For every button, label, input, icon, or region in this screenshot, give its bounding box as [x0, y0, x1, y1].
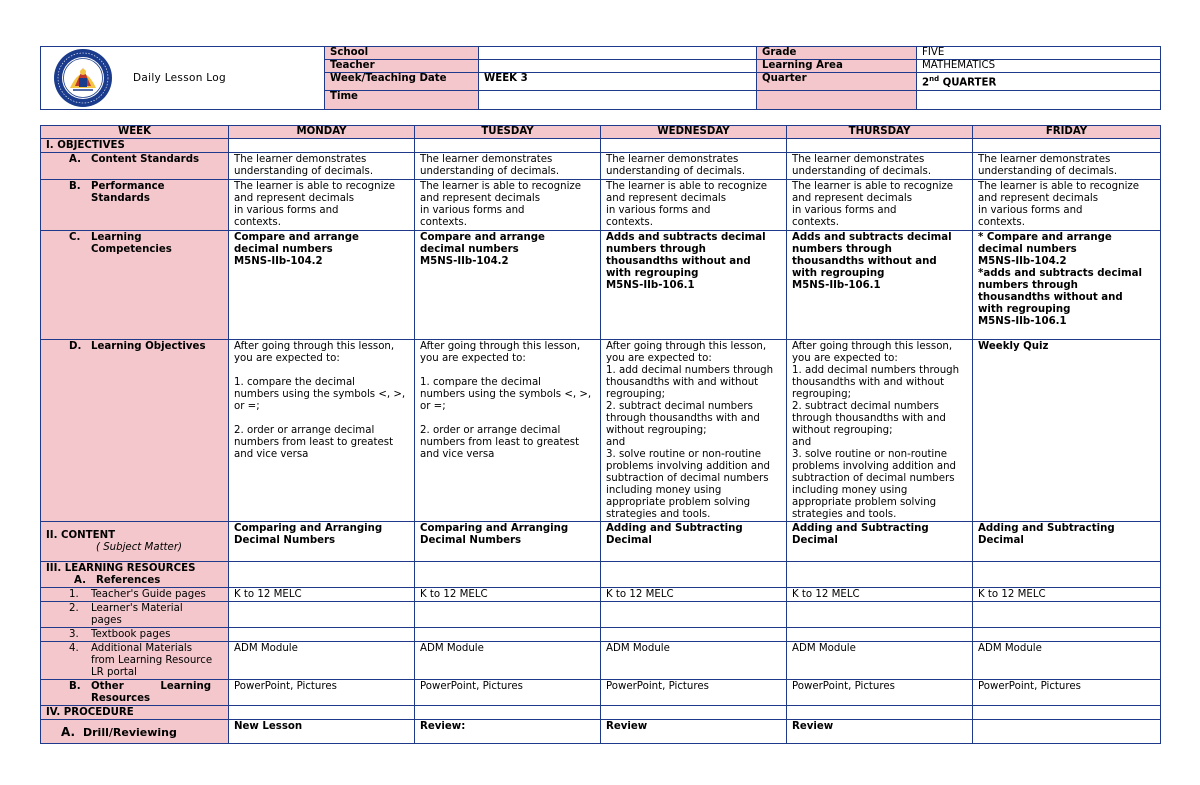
content-heading: II. CONTENT — [46, 530, 116, 541]
cell-wed[interactable]: After going through this lesson, you are expected to: 1. add decimal numbers through thousandths with and without regrouping; 2. subtract decimal numbers through thousandths with and without regrouping; and 3. solve routine or non-routine problems involving addition and subtraction of decimal numbers including money using appropriate problem solving strategies and tools. — [601, 340, 787, 522]
label-num: D. — [69, 341, 82, 352]
label-num: A. — [61, 724, 76, 739]
label-num: 3. — [69, 629, 79, 640]
table-cell[interactable] — [973, 562, 1161, 588]
learning-resources-row — [41, 562, 1161, 588]
learning-resources-label — [41, 562, 229, 588]
header-table — [40, 46, 1161, 110]
label-text: Additional Materials from Learning Resource LR portal — [91, 643, 213, 678]
label-text: Learning Objectives — [91, 341, 206, 352]
grade-field[interactable]: FIVE — [917, 47, 1161, 60]
label-num: 1. — [69, 589, 79, 600]
table-cell[interactable] — [229, 139, 415, 153]
lesson-log-table — [40, 125, 1161, 744]
week-field[interactable]: WEEK 3 — [479, 73, 757, 91]
cell-wed[interactable]: K to 12 MELC — [601, 588, 787, 602]
learners-material-row — [41, 602, 1161, 628]
cell-fri[interactable]: PowerPoint, Pictures — [973, 680, 1161, 706]
col-monday: MONDAY — [229, 126, 415, 139]
content-label — [41, 522, 229, 562]
table-cell[interactable] — [601, 628, 787, 642]
deped-seal-icon — [53, 48, 113, 108]
cell-tue[interactable]: Review: — [415, 720, 601, 744]
learning-area-field[interactable]: MATHEMATICS — [917, 60, 1161, 73]
table-cell[interactable] — [415, 706, 601, 720]
school-field[interactable] — [479, 47, 757, 60]
table-cell[interactable] — [973, 706, 1161, 720]
table-cell[interactable] — [415, 602, 601, 628]
label-text: Learning Competencies — [91, 232, 172, 255]
table-cell[interactable] — [601, 562, 787, 588]
col-thursday: THURSDAY — [787, 126, 973, 139]
content-standards-label — [41, 153, 229, 180]
cell-mon[interactable]: The learner is able to recognize and represent decimals in various forms and contexts. — [229, 180, 415, 231]
content-row — [41, 522, 1161, 562]
table-cell[interactable] — [787, 602, 973, 628]
table-cell[interactable] — [229, 562, 415, 588]
grade-label: Grade — [757, 47, 917, 60]
label-text: Performance Standards — [91, 181, 165, 204]
label-num: 2. — [69, 603, 79, 614]
cell-thu[interactable]: Adds and subtracts decimal numbers through thousandths without and with regrouping M5NS-IIb-106.1 — [787, 231, 973, 340]
table-cell[interactable] — [415, 562, 601, 588]
cell-mon[interactable]: New Lesson — [229, 720, 415, 744]
learning-competencies-row — [41, 231, 1161, 340]
other-resources-label — [41, 680, 229, 706]
cell-thu[interactable]: K to 12 MELC — [787, 588, 973, 602]
cell-wed[interactable]: Review — [601, 720, 787, 744]
cell-tue[interactable]: Compare and arrange decimal numbers M5NS-IIb-104.2 — [415, 231, 601, 340]
quarter-sup: nd — [929, 75, 940, 84]
label-text: Teacher's Guide pages — [91, 589, 206, 600]
cell-wed[interactable]: The learner demonstrates understanding of decimals. — [601, 153, 787, 180]
cell-mon[interactable]: K to 12 MELC — [229, 588, 415, 602]
time-label: Time — [325, 90, 479, 109]
header-logo-cell — [41, 47, 325, 110]
cell-wed[interactable]: ADM Module — [601, 642, 787, 680]
label-text-b: Learning — [160, 681, 211, 692]
additional-materials-row — [41, 642, 1161, 680]
cell-tue[interactable]: The learner is able to recognize and represent decimals in various forms and contexts. — [415, 180, 601, 231]
content-standards-row — [41, 153, 1161, 180]
drill-row — [41, 720, 1161, 744]
teachers-guide-label — [41, 588, 229, 602]
learning-objectives-label — [41, 340, 229, 522]
cell-wed[interactable]: The learner is able to recognize and represent decimals in various forms and contexts. — [601, 180, 787, 231]
cell-thu[interactable]: Adding and Subtracting Decimal — [787, 522, 973, 562]
cell-fri[interactable]: * Compare and arrange decimal numbers M5NS-IIb-104.2 *adds and subtracts decimal numbers through thousandths without and with regrouping M5NS-IIb-106.1 — [973, 231, 1161, 340]
cell-thu[interactable]: The learner demonstrates understanding of decimals. — [787, 153, 973, 180]
blank-label-cell — [757, 90, 917, 109]
table-cell[interactable] — [973, 628, 1161, 642]
cell-fri[interactable] — [973, 720, 1161, 744]
table-cell[interactable] — [601, 139, 787, 153]
cell-fri[interactable]: ADM Module — [973, 642, 1161, 680]
label-text: Drill/Reviewing — [83, 725, 177, 739]
performance-standards-label — [41, 180, 229, 231]
cell-mon[interactable]: Compare and arrange decimal numbers M5NS-IIb-104.2 — [229, 231, 415, 340]
learning-competencies-label — [41, 231, 229, 340]
cell-tue[interactable]: K to 12 MELC — [415, 588, 601, 602]
table-cell[interactable] — [229, 628, 415, 642]
table-cell[interactable] — [415, 139, 601, 153]
label-num: C. — [69, 232, 81, 243]
cell-thu[interactable]: Review — [787, 720, 973, 744]
school-label: School — [325, 47, 479, 60]
cell-tue[interactable]: The learner demonstrates understanding of decimals. — [415, 153, 601, 180]
cell-tue[interactable]: Comparing and Arranging Decimal Numbers — [415, 522, 601, 562]
cell-mon[interactable]: After going through this lesson, you are expected to: 1. compare the decimal numbers using the symbols <, >, or =; 2. order or arrange decimal numbers from least to greatest and vice versa — [229, 340, 415, 522]
teacher-field[interactable] — [479, 60, 757, 73]
learning-area-label: Learning Area — [757, 60, 917, 73]
cell-mon[interactable]: PowerPoint, Pictures — [229, 680, 415, 706]
col-friday: FRIDAY — [973, 126, 1161, 139]
label-text: Textbook pages — [91, 629, 171, 640]
performance-standards-row — [41, 180, 1161, 231]
additional-materials-label — [41, 642, 229, 680]
table-cell[interactable] — [973, 139, 1161, 153]
cell-tue[interactable]: PowerPoint, Pictures — [415, 680, 601, 706]
textbook-label — [41, 628, 229, 642]
table-cell[interactable] — [787, 706, 973, 720]
cell-thu[interactable]: ADM Module — [787, 642, 973, 680]
table-cell[interactable] — [415, 628, 601, 642]
quarter-field[interactable] — [917, 73, 1161, 91]
cell-fri[interactable]: K to 12 MELC — [973, 588, 1161, 602]
table-cell[interactable] — [229, 706, 415, 720]
subject-matter-label: ( Subject Matter) — [96, 542, 182, 553]
table-cell[interactable] — [601, 706, 787, 720]
learning-objectives-row — [41, 340, 1161, 522]
col-wednesday: WEDNESDAY — [601, 126, 787, 139]
drill-label — [41, 720, 229, 744]
cell-mon[interactable]: Comparing and Arranging Decimal Numbers — [229, 522, 415, 562]
label-num: A. — [69, 154, 81, 165]
column-header-row — [41, 126, 1161, 139]
cell-wed[interactable]: Adds and subtracts decimal numbers through thousandths without and with regrouping M5NS-IIb-106.1 — [601, 231, 787, 340]
cell-wed[interactable]: PowerPoint, Pictures — [601, 680, 787, 706]
label-num: 4. — [69, 643, 79, 654]
cell-fri[interactable]: The learner demonstrates understanding of decimals. — [973, 153, 1161, 180]
procedure-heading: IV. PROCEDURE — [41, 706, 229, 720]
table-cell[interactable] — [973, 602, 1161, 628]
label-num: A. — [74, 575, 86, 586]
objectives-row — [41, 139, 1161, 153]
procedure-row — [41, 706, 1161, 720]
quarter-label: Quarter — [757, 73, 917, 91]
cell-tue[interactable]: After going through this lesson, you are expected to: 1. compare the decimal numbers using the symbols <, >, or =; 2. order or arrange decimal numbers from least to greatest and vice versa — [415, 340, 601, 522]
table-cell[interactable] — [787, 628, 973, 642]
cell-mon[interactable]: The learner demonstrates understanding of decimals. — [229, 153, 415, 180]
cell-thu[interactable]: After going through this lesson, you are expected to: 1. add decimal numbers through thousandths with and without regrouping; 2. subtract decimal numbers through thousandths with and without regrouping; and 3. solve routine or non-routine problems involving addition and subtraction of decimal numbers including money using appropriate problem solving strategies and tools. — [787, 340, 973, 522]
other-resources-row — [41, 680, 1161, 706]
table-cell[interactable] — [787, 139, 973, 153]
teacher-label: Teacher — [325, 60, 479, 73]
label-text-a: Other — [91, 681, 124, 692]
week-label: Week/Teaching Date — [325, 73, 479, 91]
page-title: Daily Lesson Log — [133, 72, 226, 84]
label-text: Learner's Material pages — [91, 603, 183, 626]
label-num: B. — [69, 681, 81, 692]
teachers-guide-row — [41, 588, 1161, 602]
cell-wed[interactable]: Adding and Subtracting Decimal — [601, 522, 787, 562]
table-cell[interactable] — [787, 562, 973, 588]
cell-fri[interactable]: Adding and Subtracting Decimal — [973, 522, 1161, 562]
cell-fri[interactable]: Weekly Quiz — [973, 340, 1161, 522]
time-field[interactable] — [479, 90, 757, 109]
cell-tue[interactable]: ADM Module — [415, 642, 601, 680]
quarter-rest: QUARTER — [939, 77, 997, 89]
objectives-heading: I. OBJECTIVES — [41, 139, 229, 153]
cell-mon[interactable]: ADM Module — [229, 642, 415, 680]
table-cell[interactable] — [229, 602, 415, 628]
cell-thu[interactable]: The learner is able to recognize and represent decimals in various forms and contexts. — [787, 180, 973, 231]
col-tuesday: TUESDAY — [415, 126, 601, 139]
textbook-row — [41, 628, 1161, 642]
learning-resources-heading: III. LEARNING RESOURCES — [46, 563, 196, 574]
blank-field-cell — [917, 90, 1161, 109]
references-label: References — [96, 575, 161, 586]
quarter-num: 2 — [922, 77, 930, 89]
label-text-c: Resources — [91, 693, 151, 704]
col-week: WEEK — [41, 126, 229, 139]
label-text: Content Standards — [91, 154, 200, 165]
learners-material-label — [41, 602, 229, 628]
cell-fri[interactable]: The learner is able to recognize and represent decimals in various forms and contexts. — [973, 180, 1161, 231]
label-num: B. — [69, 181, 81, 192]
table-cell[interactable] — [601, 602, 787, 628]
cell-thu[interactable]: PowerPoint, Pictures — [787, 680, 973, 706]
